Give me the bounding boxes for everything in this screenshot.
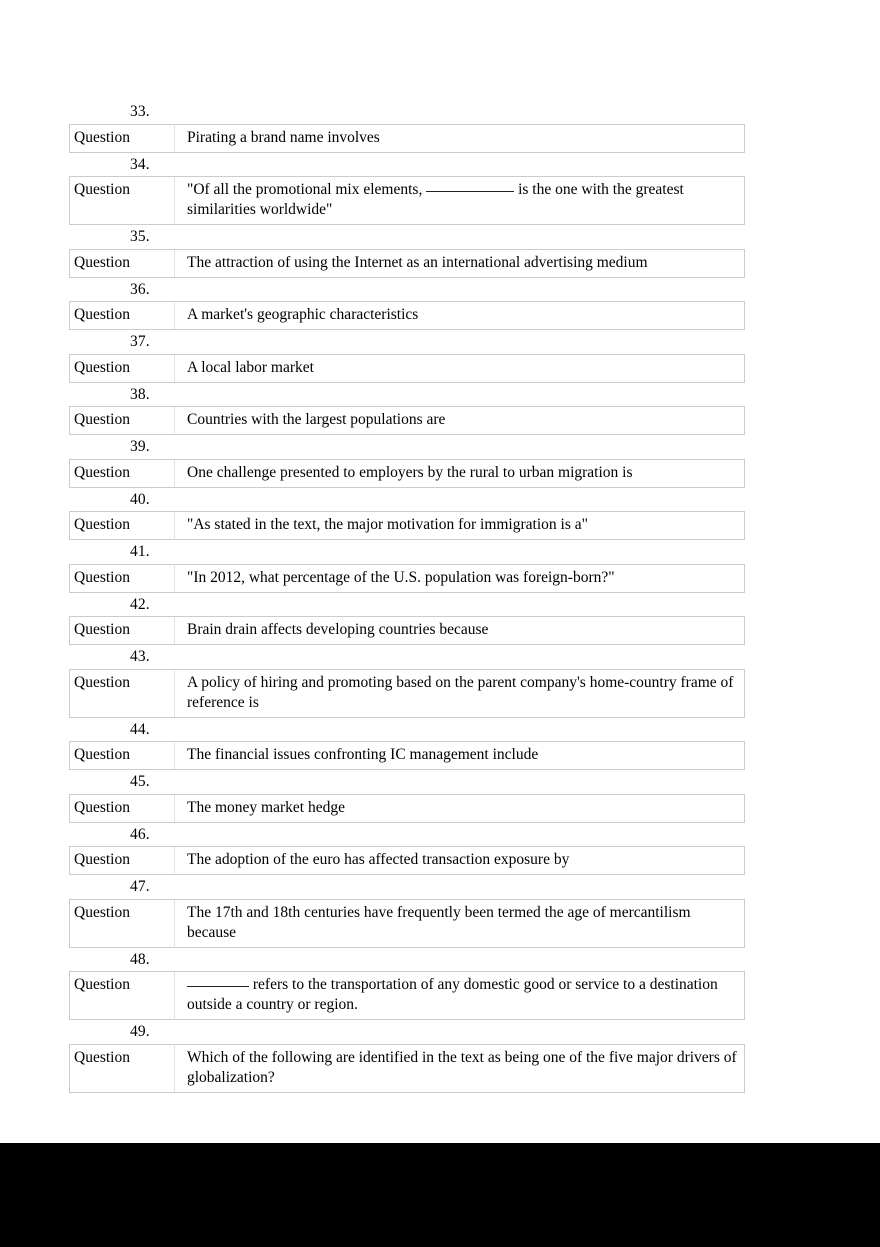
question-row — [69, 406, 745, 435]
question-label-cell: Question — [70, 302, 175, 329]
question-row — [69, 301, 745, 330]
question-block — [69, 100, 745, 153]
question-label-cell: Question — [70, 795, 175, 822]
question-label-cell: Question — [70, 972, 175, 1019]
question-text-cell: A local labor market — [187, 358, 314, 376]
question-number: 49. — [130, 1023, 150, 1040]
question-number: 45. — [130, 773, 150, 790]
question-label-cell: Question — [70, 355, 175, 382]
question-label-cell: Question — [70, 617, 175, 644]
question-row — [69, 741, 745, 770]
question-block — [69, 1020, 745, 1093]
question-text-cell: The financial issues confronting IC management include — [187, 746, 539, 763]
question-label-cell: Question — [70, 1045, 175, 1092]
question-number: 42. — [130, 595, 150, 613]
question-row — [69, 459, 745, 488]
question-label-cell: Question — [70, 512, 175, 539]
question-row — [69, 564, 745, 593]
question-block — [69, 593, 745, 646]
question-text-cell: Brain drain affects developing countries because — [187, 621, 489, 638]
question-number: 48. — [130, 950, 150, 968]
question-text-cell: The 17th and 18th centuries have frequently been termed the age of mercantilism because — [187, 903, 691, 941]
question-block — [69, 718, 745, 771]
question-block — [69, 540, 745, 593]
question-row — [69, 124, 745, 153]
question-text-cell: "In 2012, what percentage of the U.S. population was foreign-born?" — [187, 568, 615, 586]
question-row — [69, 511, 745, 540]
question-label-cell: Question — [70, 900, 175, 947]
question-number: 44. — [130, 720, 150, 738]
question-row — [69, 616, 745, 645]
fill-in-blank — [426, 191, 514, 192]
question-text-before-blank: "Of all the promotional mix elements, — [187, 181, 423, 198]
question-block — [69, 435, 745, 488]
question-number: 34. — [130, 155, 150, 173]
question-block — [69, 330, 745, 383]
question-row — [69, 669, 745, 718]
question-label-cell: Question — [70, 670, 175, 717]
question-label-cell: Question — [70, 742, 175, 769]
question-block — [69, 770, 745, 823]
question-row — [69, 354, 745, 383]
question-label-cell: Question — [70, 847, 175, 874]
question-number: 46. — [130, 825, 150, 843]
question-label-cell: Question — [70, 177, 175, 224]
question-text-cell: The attraction of using the Internet as an international advertising medium — [187, 253, 648, 271]
question-label-cell: Question — [70, 460, 175, 487]
question-row — [69, 846, 745, 875]
question-block — [69, 225, 745, 278]
question-block — [69, 645, 745, 718]
question-row — [69, 1044, 745, 1093]
question-label-cell: Question — [70, 125, 175, 152]
question-list — [69, 100, 745, 1093]
question-text-cell: The adoption of the euro has affected transaction exposure by — [187, 851, 570, 868]
page-bottom-black-bar — [0, 1143, 880, 1247]
question-text-cell — [175, 177, 744, 224]
question-text-cell: A policy of hiring and promoting based on the parent company's home-country frame of reference is — [187, 673, 734, 711]
question-number: 36. — [130, 280, 150, 298]
question-block — [69, 383, 745, 436]
question-block — [69, 278, 745, 331]
question-number: 40. — [130, 490, 150, 508]
question-number: 47. — [130, 878, 150, 895]
question-text-after-blank: is the one with the greatest similarities worldwide" — [187, 181, 684, 218]
question-number: 41. — [130, 543, 150, 560]
question-text-cell: One challenge presented to employers by the rural to urban migration is — [187, 463, 633, 481]
question-block — [69, 948, 745, 1021]
fill-in-blank — [187, 986, 249, 987]
question-row — [69, 794, 745, 823]
question-text-cell: A market's geographic characteristics — [187, 306, 419, 323]
question-row — [69, 176, 745, 225]
question-label-cell: Question — [70, 407, 175, 434]
question-number: 35. — [130, 228, 150, 245]
question-number: 37. — [130, 333, 150, 350]
question-number: 39. — [130, 438, 150, 455]
question-text-cell: Countries with the largest populations are — [187, 411, 446, 428]
question-number: 43. — [130, 648, 150, 665]
question-text-cell: The money market hedge — [187, 798, 345, 816]
question-block — [69, 875, 745, 948]
question-row — [69, 971, 745, 1020]
question-text-cell: Which of the following are identified in the text as being one of the five major drivers of globalization? — [187, 1048, 737, 1086]
question-block — [69, 488, 745, 541]
question-label-cell: Question — [70, 250, 175, 277]
question-block — [69, 153, 745, 226]
question-number: 38. — [130, 385, 150, 403]
question-text-after-blank: refers to the transportation of any domestic good or service to a destination outside a country or region. — [187, 976, 718, 1013]
question-row — [69, 899, 745, 948]
question-block — [69, 823, 745, 876]
question-row — [69, 249, 745, 278]
question-text-cell: Pirating a brand name involves — [187, 128, 380, 146]
question-label-cell: Question — [70, 565, 175, 592]
question-number: 33. — [130, 103, 150, 120]
question-text-cell: "As stated in the text, the major motivation for immigration is a" — [187, 516, 588, 533]
question-text-cell — [175, 972, 744, 1019]
